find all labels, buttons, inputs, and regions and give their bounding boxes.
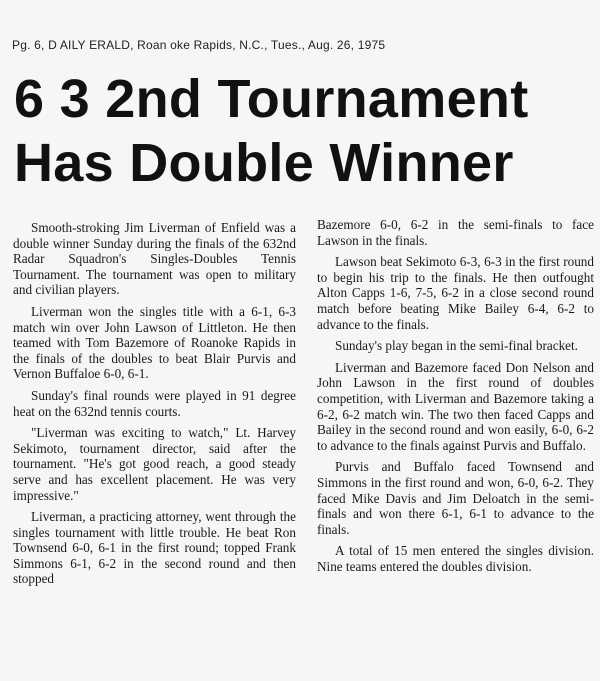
paragraph: Liverman, a practicing attorney, went through the singles tournament with little trouble. He beat Ron Townsend 6-0, 6-1 in the first round; topped Frank Simmons 6-1, 6-2 in the second round and then stopped	[13, 509, 296, 587]
paragraph: Bazemore 6-0, 6-2 in the semi-finals to face Lawson in the finals.	[317, 217, 594, 248]
paragraph: "Liverman was exciting to watch," Lt. Harvey Sekimoto, tournament director, said after the tournament. "He's got good reach, a good steady serve and has excellent placement. He was very impressive."	[13, 425, 296, 503]
paragraph: Liverman won the singles title with a 6-1, 6-3 match win over John Lawson of Littleton. He then teamed with Tom Bazemore of Roanoke Rapids in the finals of the doubles to beat Blair Purvis and Vernon Buffaloe 6-0, 6-1.	[13, 303, 296, 382]
article-column-left	[13, 220, 296, 593]
headline-line-2: Has Double Winner	[14, 133, 514, 193]
paragraph: Liverman and Bazemore faced Don Nelson and John Lawson in the first round of doubles competition, with Liverman and Bazemore taking a 6-2, 6-2 match win. The two then faced Capps and Bailey in the second round and won easily, 6-0, 6-2 to advance to the finals against Purvis and Buffalo.	[317, 359, 594, 453]
paragraph: Lawson beat Sekimoto 6-3, 6-3 in the first round to begin his trip to the finals. He then outfought Alton Capps 1-6, 7-5, 6-2 in a close second round match before beating Mike Bailey 6-4, 6-2 to advance to the finals.	[317, 254, 594, 332]
paragraph: Sunday's final rounds were played in 91 degree heat on the 632nd tennis courts.	[13, 387, 296, 419]
article-column-right	[317, 217, 594, 580]
dateline: Pg. 6, D AILY ERALD, Roan oke Rapids, N.C., Tues., Aug. 26, 1975	[12, 38, 386, 52]
headline-line-1: 6 3 2nd Tournament	[14, 69, 529, 129]
paragraph: A total of 15 men entered the singles division. Nine teams entered the doubles division.	[317, 543, 594, 574]
paragraph: Smooth-stroking Jim Liverman of Enfield was a double winner Sunday during the finals of the 632nd Radar Squadron's Singles-Doubles Tennis Tournament. The tournament was open to military and civilian players.	[13, 220, 296, 298]
paragraph: Sunday's play began in the semi-final bracket.	[335, 338, 578, 354]
paragraph: Purvis and Buffalo faced Townsend and Simmons in the first round and won, 6-0, 6-2. They faced Mike Davis and Jim Deloatch in the semi-finals and won there 6-1, 6-1 to advance to the finals.	[317, 459, 594, 537]
